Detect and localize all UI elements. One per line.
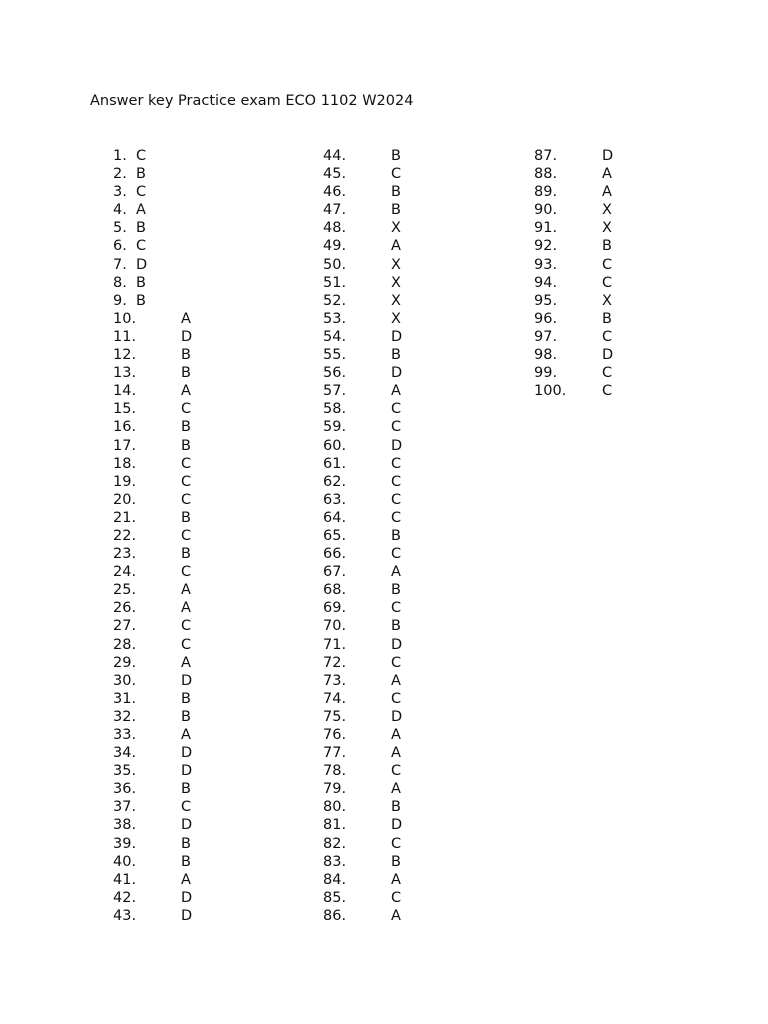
answer-letter: X [602, 220, 612, 237]
answer-letter: B [136, 220, 146, 237]
question-number: 66. [323, 546, 347, 563]
answer-letter: B [181, 546, 191, 563]
question-number: 3. [113, 184, 127, 201]
answer-letter: C [391, 889, 402, 906]
answer-letter: C [136, 238, 147, 255]
question-number: 16. [113, 419, 137, 436]
question-number: 68. [323, 582, 347, 599]
answer-letter: C [602, 383, 613, 400]
answer-letter: B [181, 853, 191, 870]
question-number: 5. [113, 220, 127, 237]
answer-letter: D [181, 328, 193, 345]
answer-letter: A [391, 727, 401, 743]
answer-letter: B [181, 835, 191, 852]
answer-letter: C [602, 256, 613, 273]
question-number: 51. [323, 274, 347, 291]
answer-letter: B [181, 781, 191, 798]
question-number: 87. [534, 148, 558, 164]
answer-letter: A [391, 871, 401, 888]
question-number: 54. [323, 328, 347, 345]
answer-letter: D [391, 708, 403, 725]
question-number: 24. [113, 564, 137, 581]
question-number: 53. [323, 310, 347, 327]
answer-letter: B [181, 708, 191, 725]
answer-letter: C [181, 527, 192, 544]
question-number: 76. [323, 727, 347, 743]
question-number: 89. [534, 184, 558, 201]
answer-letter: B [391, 853, 401, 870]
question-number: 62. [323, 473, 347, 490]
question-number: 46. [323, 184, 347, 201]
question-number: 81. [323, 817, 347, 834]
answer-letter: C [602, 274, 613, 291]
question-number: 29. [113, 654, 137, 671]
question-number: 27. [113, 618, 137, 635]
answer-letter: D [181, 745, 193, 762]
answer-letter: C [602, 365, 613, 382]
answer-letter: B [391, 618, 401, 635]
answer-letter: C [391, 455, 402, 472]
question-number: 13. [113, 365, 137, 382]
answer-letter: X [391, 292, 401, 309]
answer-letter: X [391, 274, 401, 291]
answer-letter: C [181, 636, 192, 653]
question-number: 10. [113, 310, 137, 327]
question-number: 12. [113, 347, 137, 364]
question-number: 93. [534, 256, 558, 273]
question-number: 85. [323, 889, 347, 906]
question-number: 100. [534, 383, 567, 400]
question-number: 11. [113, 328, 137, 345]
question-number: 30. [113, 672, 137, 689]
answer-letter: C [391, 509, 402, 526]
question-number: 58. [323, 401, 347, 418]
question-number: 9. [113, 292, 127, 309]
answer-letter: C [391, 491, 402, 508]
question-number: 23. [113, 546, 137, 563]
answer-letter: A [181, 310, 191, 327]
question-number: 47. [323, 202, 347, 219]
answer-letter: C [391, 835, 402, 852]
question-number: 80. [323, 799, 347, 816]
question-number: 31. [113, 690, 137, 707]
question-number: 18. [113, 455, 137, 472]
question-number: 28. [113, 636, 137, 653]
question-number: 52. [323, 292, 347, 309]
question-number: 38. [113, 817, 137, 834]
question-number: 19. [113, 473, 137, 490]
question-number: 77. [323, 745, 347, 762]
answer-letter: A [181, 600, 191, 617]
answer-letter: D [602, 148, 614, 164]
answer-letter: A [181, 383, 191, 400]
answer-letter: D [181, 889, 193, 906]
answer-letter: B [391, 184, 401, 201]
answer-letter: B [181, 437, 191, 454]
answer-letter: C [136, 148, 147, 164]
answer-letter: A [391, 781, 401, 798]
question-number: 75. [323, 708, 347, 725]
answer-letter: B [181, 365, 191, 382]
answer-letter: B [391, 148, 401, 164]
question-number: 56. [323, 365, 347, 382]
question-number: 40. [113, 853, 137, 870]
question-number: 60. [323, 437, 347, 454]
answer-letter: A [391, 564, 401, 581]
answer-letter: C [391, 546, 402, 563]
question-number: 90. [534, 202, 558, 219]
answer-letter: X [602, 292, 612, 309]
answer-letter: C [391, 401, 402, 418]
answer-letter: B [602, 310, 612, 327]
answer-letter: A [136, 202, 146, 219]
answer-letter: A [391, 238, 401, 255]
question-number: 64. [323, 509, 347, 526]
question-number: 70. [323, 618, 347, 635]
question-number: 48. [323, 220, 347, 237]
question-number: 6. [113, 238, 127, 255]
question-number: 35. [113, 763, 137, 780]
answer-letter: C [391, 690, 402, 707]
question-number: 37. [113, 799, 137, 816]
question-number: 72. [323, 654, 347, 671]
answer-letter: A [181, 727, 191, 743]
answer-letter: C [181, 401, 192, 418]
question-number: 88. [534, 166, 558, 183]
answer-letter: B [391, 527, 401, 544]
question-number: 95. [534, 292, 558, 309]
question-number: 44. [323, 148, 347, 164]
answer-letter: D [181, 672, 193, 689]
answer-letter: B [136, 166, 146, 183]
answer-letter: D [391, 365, 403, 382]
question-number: 43. [113, 907, 137, 924]
answer-letter: B [602, 238, 612, 255]
answer-letter: C [181, 564, 192, 581]
question-number: 25. [113, 582, 137, 599]
question-number: 74. [323, 690, 347, 707]
answer-letter: C [181, 473, 192, 490]
question-number: 67. [323, 564, 347, 581]
question-number: 45. [323, 166, 347, 183]
question-number: 26. [113, 600, 137, 617]
answer-letter: A [391, 672, 401, 689]
question-number: 78. [323, 763, 347, 780]
question-number: 1. [113, 148, 127, 164]
answer-letter: B [181, 347, 191, 364]
answer-letter: X [602, 202, 612, 219]
question-number: 61. [323, 455, 347, 472]
question-number: 33. [113, 727, 137, 743]
question-number: 86. [323, 907, 347, 924]
answer-letter: C [391, 419, 402, 436]
question-number: 22. [113, 527, 137, 544]
answer-letter: C [391, 166, 402, 183]
page-title: Answer key Practice exam ECO 1102 W2024 [90, 93, 414, 109]
answer-letter: B [136, 274, 146, 291]
question-number: 49. [323, 238, 347, 255]
question-number: 14. [113, 383, 137, 400]
answer-letter: A [602, 184, 612, 201]
answer-letter: A [391, 383, 401, 400]
question-number: 32. [113, 708, 137, 725]
answer-letter: C [181, 799, 192, 816]
answer-letter: A [181, 871, 191, 888]
answer-letter: A [602, 166, 612, 183]
question-number: 36. [113, 781, 137, 798]
answer-letter: A [181, 582, 191, 599]
answer-letter: B [391, 202, 401, 219]
answer-letter: D [391, 328, 403, 345]
answer-letter: A [391, 907, 401, 924]
answer-letter: B [181, 509, 191, 526]
answer-letter: D [391, 437, 403, 454]
answer-letter: D [136, 256, 148, 273]
question-number: 17. [113, 437, 137, 454]
question-number: 39. [113, 835, 137, 852]
question-number: 98. [534, 347, 558, 364]
question-number: 91. [534, 220, 558, 237]
question-number: 57. [323, 383, 347, 400]
question-number: 71. [323, 636, 347, 653]
answer-letter: C [136, 184, 147, 201]
question-number: 20. [113, 491, 137, 508]
answer-letter: B [391, 799, 401, 816]
answer-letter: C [181, 618, 192, 635]
answer-letter: B [181, 419, 191, 436]
answer-letter: C [181, 455, 192, 472]
question-number: 82. [323, 835, 347, 852]
question-number: 96. [534, 310, 558, 327]
question-number: 4. [113, 202, 127, 219]
answer-letter: B [136, 292, 146, 309]
question-number: 63. [323, 491, 347, 508]
answer-letter: B [181, 690, 191, 707]
answer-letter: A [181, 654, 191, 671]
answer-letter: C [181, 491, 192, 508]
answer-letter: D [181, 817, 193, 834]
question-number: 42. [113, 889, 137, 906]
question-number: 41. [113, 871, 137, 888]
answer-letter: C [391, 654, 402, 671]
question-number: 8. [113, 274, 127, 291]
question-number: 21. [113, 509, 137, 526]
answer-letter: B [391, 347, 401, 364]
answer-letter: X [391, 310, 401, 327]
question-number: 92. [534, 238, 558, 255]
answer-letter: C [602, 328, 613, 345]
answer-letter: D [181, 763, 193, 780]
question-number: 84. [323, 871, 347, 888]
answer-letter: X [391, 220, 401, 237]
question-number: 99. [534, 365, 558, 382]
question-number: 65. [323, 527, 347, 544]
question-number: 55. [323, 347, 347, 364]
answer-letter: C [391, 763, 402, 780]
answer-letter: A [391, 745, 401, 762]
question-number: 83. [323, 853, 347, 870]
answer-letter: D [391, 636, 403, 653]
answer-letter: D [181, 907, 193, 924]
answer-letter: B [391, 582, 401, 599]
question-number: 7. [113, 256, 127, 273]
answer-letter: D [391, 817, 403, 834]
answer-letter: C [391, 473, 402, 490]
answer-letter: X [391, 256, 401, 273]
answer-letter: C [391, 600, 402, 617]
question-number: 34. [113, 745, 137, 762]
answer-letter: D [602, 347, 614, 364]
question-number: 69. [323, 600, 347, 617]
question-number: 97. [534, 328, 558, 345]
question-number: 73. [323, 672, 347, 689]
question-number: 50. [323, 256, 347, 273]
question-number: 15. [113, 401, 137, 418]
question-number: 59. [323, 419, 347, 436]
question-number: 2. [113, 166, 127, 183]
question-number: 79. [323, 781, 347, 798]
question-number: 94. [534, 274, 558, 291]
